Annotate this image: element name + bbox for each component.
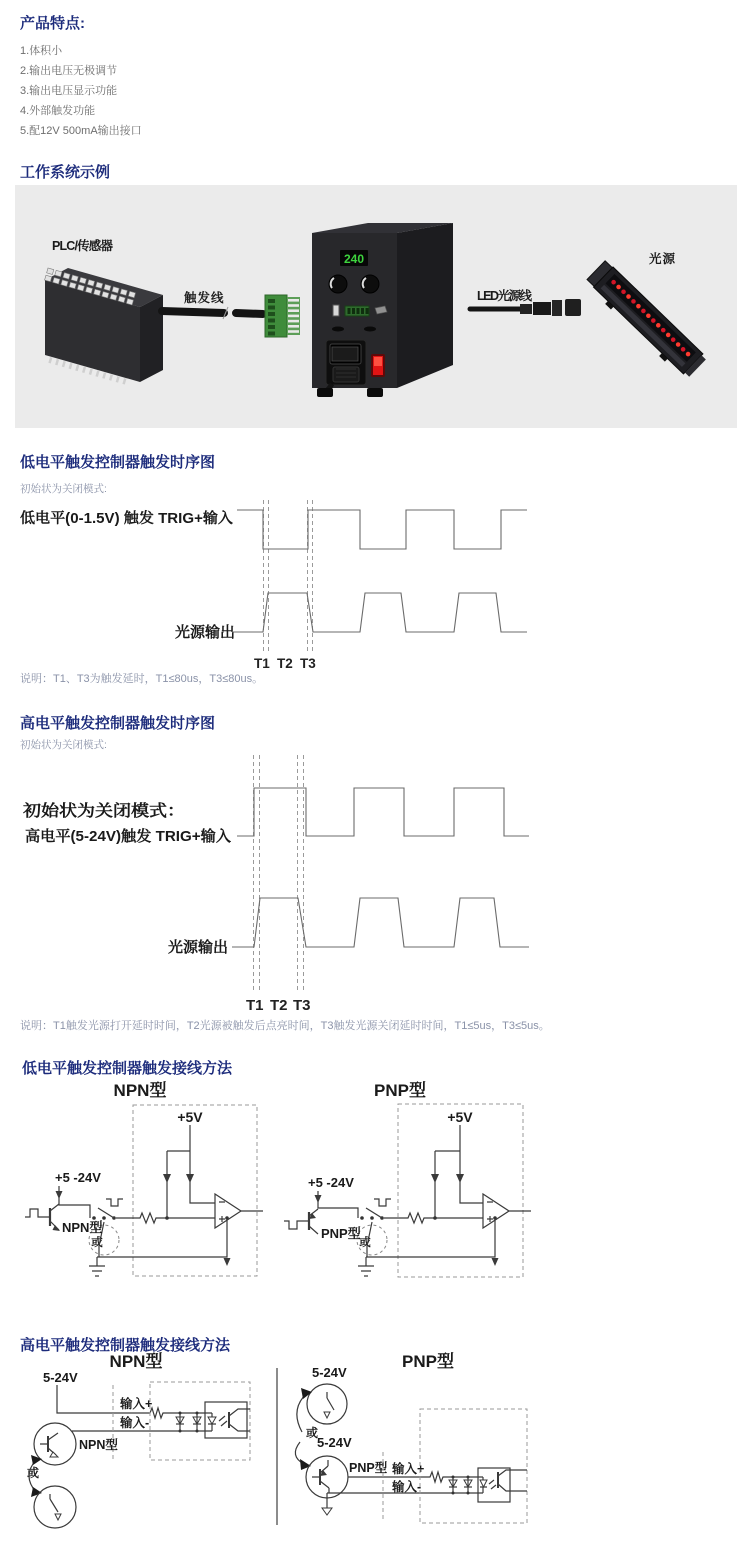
pnp-title: PNP型 — [402, 1352, 454, 1371]
vcc-label: +5V — [177, 1109, 203, 1125]
protection-components — [176, 1412, 201, 1433]
power-switch — [371, 354, 385, 377]
vin-bottom-label: 5-24V — [317, 1435, 352, 1450]
vin-top-label: 5-24V — [312, 1365, 347, 1380]
or-label: 或 — [27, 1466, 40, 1480]
high-timing-diagram — [0, 748, 750, 1014]
vin-label: 5-24V — [43, 1370, 78, 1385]
t1-label: T1 — [246, 997, 264, 1014]
trig-input-label: 高电平(5-24V)触发 TRIG+输入 — [25, 828, 229, 845]
output-waveform — [232, 593, 527, 632]
pnp-transistor-label: PNP型 — [321, 1226, 361, 1241]
pulse-glyph — [106, 1199, 123, 1206]
or-arrow — [295, 1442, 304, 1464]
plc-label: PLC/传感器 — [52, 239, 114, 253]
output-waveform — [232, 898, 529, 947]
npn-transistor-label: NPN型 — [79, 1438, 118, 1452]
high-wiring-diagram — [0, 1350, 750, 1545]
or-label: 或 — [306, 1426, 319, 1440]
t1-label: T1 — [254, 656, 270, 671]
opamp — [483, 1194, 509, 1228]
optocoupler — [205, 1402, 250, 1438]
low-wiring-title: 低电平触发控制器触发接线方法 — [22, 1060, 233, 1077]
trig-waveform — [237, 788, 529, 836]
t3-label: T3 — [300, 656, 316, 671]
feature-item: 1.体积小 — [20, 45, 63, 57]
pulse-glyph — [25, 1209, 45, 1217]
low-timing-title: 低电平触发控制器触发时序图 — [20, 454, 216, 471]
green-connector — [265, 295, 300, 337]
light-label: 光源 — [649, 252, 677, 266]
t3-label: T3 — [293, 997, 311, 1014]
trigger-cable-label: 触发线 — [184, 291, 225, 305]
high-timing-title: 高电平触发控制器触发时序图 — [20, 715, 216, 732]
features-title: 产品特点: — [20, 15, 85, 32]
led-cable-label: LED光源线 — [477, 289, 533, 303]
input-minus-label: 输入- — [392, 1480, 422, 1494]
t2-label: T2 — [277, 656, 293, 671]
feature-item: 5.配12V 500mA输出接口 — [20, 125, 142, 137]
mode-label: 初始状为关闭模式： — [23, 803, 168, 820]
or-label: 或 — [359, 1237, 371, 1249]
controller-device — [312, 223, 453, 397]
low-wiring-pnp-circuit — [284, 1081, 531, 1277]
low-wiring-npn-circuit — [25, 1081, 263, 1276]
light-output-label: 光源输出 — [168, 939, 229, 956]
vcc-label: +5V — [447, 1109, 473, 1125]
low-timing-diagram — [0, 495, 750, 685]
ground-symbol — [358, 1257, 374, 1276]
pulse-glyph — [284, 1221, 304, 1229]
voltage-display: 240 — [343, 252, 365, 266]
trigger-cable — [162, 307, 263, 319]
t2-label: T2 — [270, 997, 288, 1014]
high-wiring-npn-circuit — [27, 1352, 250, 1528]
low-timing-note: 说明：T1、T3为触发延时，T1≤80us，T3≤80us。 — [20, 673, 264, 685]
light-output-label: 光源输出 — [175, 624, 236, 641]
ground-symbol — [322, 1508, 332, 1515]
feature-item: 3.输出电压显示功能 — [20, 85, 118, 97]
pulse-glyph — [374, 1199, 391, 1206]
pnp-transistor — [312, 1460, 329, 1488]
system-diagram — [15, 185, 737, 428]
high-timing-note: 说明：T1触发光源打开延时时间，T2光源被触发后点亮时间，T3触发光源关闭延时时间，T1≤5us，T3≤5us。 — [20, 1020, 550, 1032]
high-wiring-pnp-circuit — [295, 1352, 527, 1523]
pnp-title: PNP型 — [374, 1081, 426, 1100]
or-label: 或 — [91, 1237, 103, 1249]
low-timing-subtitle: 初始状为关闭模式: — [20, 483, 107, 495]
input-plus-label: 输入+ — [120, 1397, 153, 1411]
npn-transistor — [45, 1204, 60, 1231]
npn-transistor-label: NPN型 — [62, 1220, 103, 1235]
input-plus-label: 输入+ — [392, 1462, 425, 1476]
input-minus-label: 输入- — [120, 1416, 150, 1430]
optocoupler — [478, 1468, 527, 1502]
protection-components — [449, 1476, 472, 1495]
vin-label: +5 -24V — [55, 1170, 101, 1185]
pnp-transistor — [304, 1209, 318, 1234]
high-timing-subtitle: 初始状为关闭模式: — [20, 739, 107, 751]
pnp-transistor-label: PNP型 — [349, 1461, 388, 1475]
npn-title: NPN型 — [113, 1081, 167, 1100]
high-wiring-title: 高电平触发控制器触发接线方法 — [20, 1337, 231, 1354]
ground-symbol — [89, 1257, 105, 1276]
plc-device — [45, 268, 163, 385]
feature-item: 2.输出电压无极调节 — [20, 65, 118, 77]
trig-waveform — [237, 510, 527, 549]
trig-input-label: 低电平(0-1.5V) 触发 TRIG+输入 — [20, 511, 226, 527]
opamp — [215, 1194, 241, 1228]
low-wiring-diagram — [0, 1075, 750, 1293]
system-title: 工作系统示例 — [20, 164, 111, 181]
npn-title: NPN型 — [109, 1352, 163, 1371]
toggle-switch — [333, 305, 339, 316]
vin-label: +5 -24V — [308, 1175, 354, 1190]
led-bar-light — [584, 260, 708, 381]
npn-transistor — [40, 1433, 58, 1457]
or-arrow — [297, 1394, 306, 1432]
feature-item: 4.外部触发功能 — [20, 105, 96, 117]
